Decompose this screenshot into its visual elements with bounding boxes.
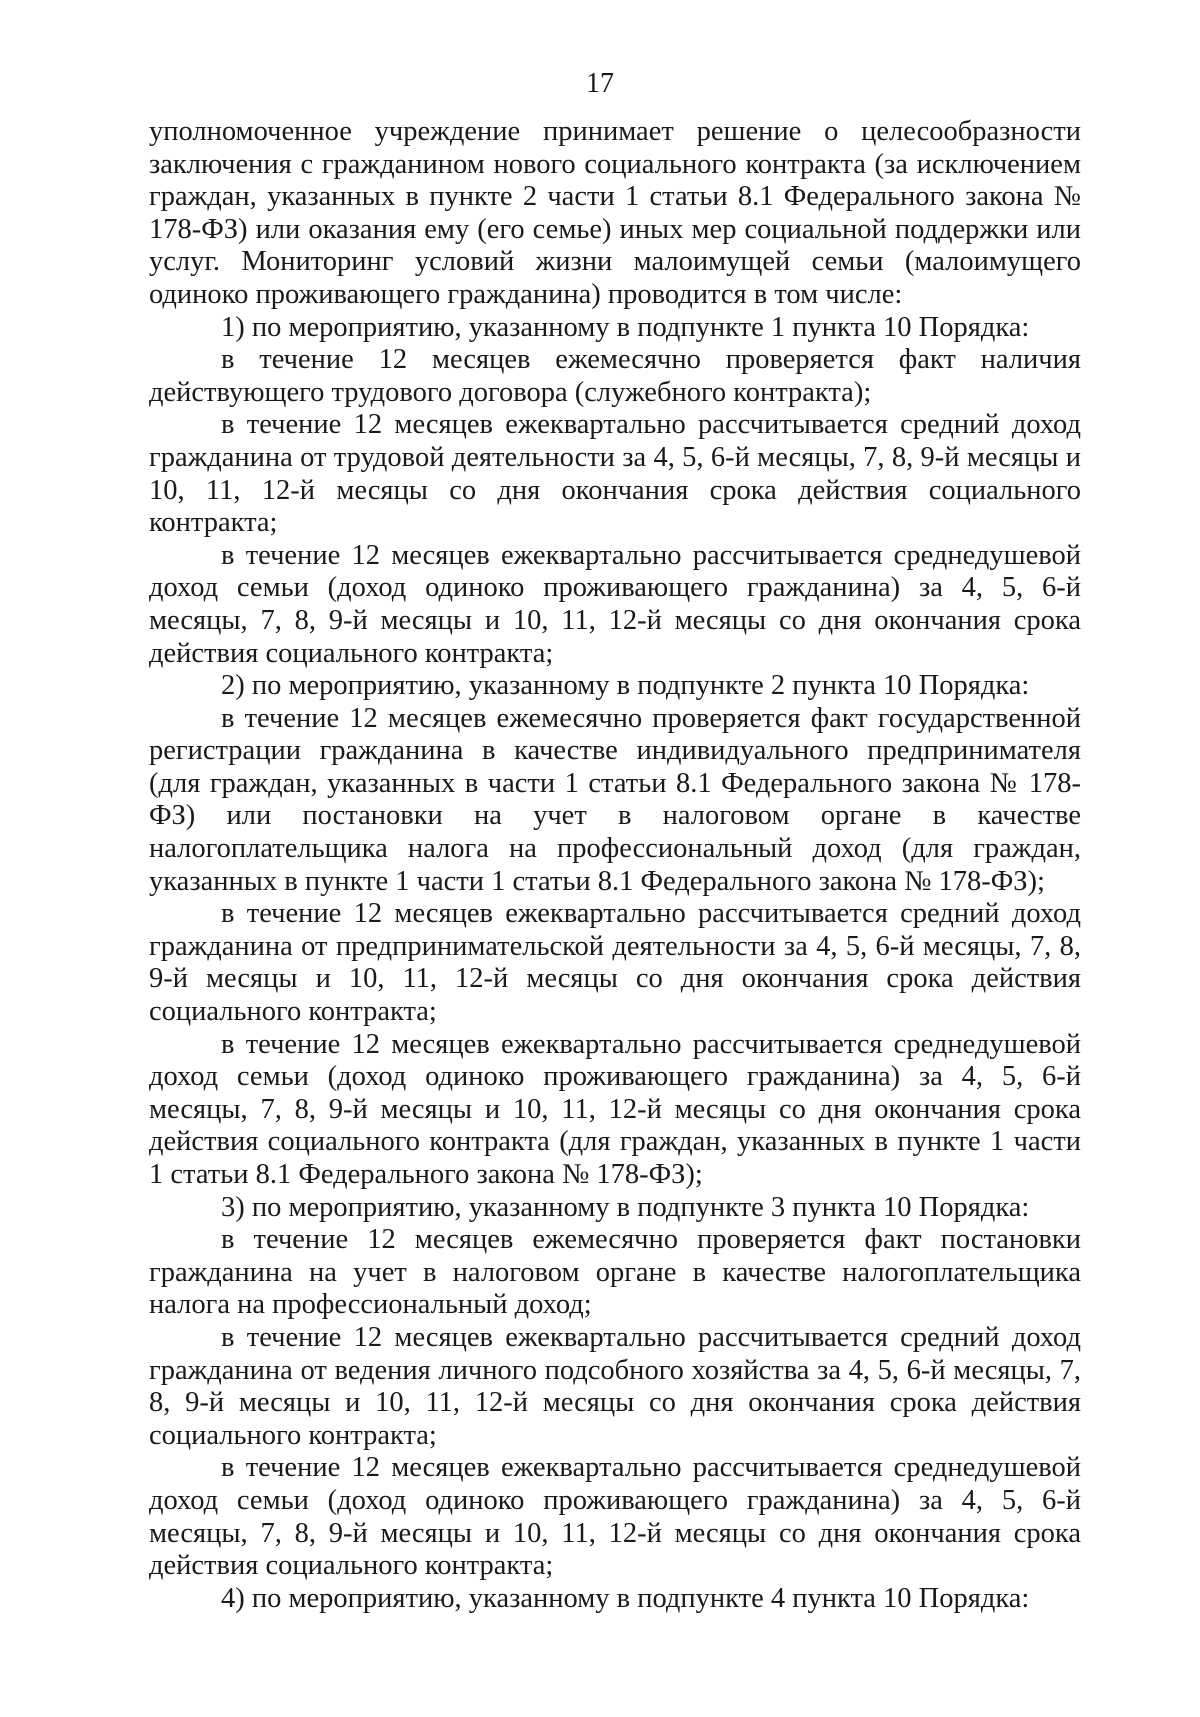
paragraph: в течение 12 месяцев ежемесячно проверяется факт постановки гражданина на учет в налоговом органе в качестве налогоплательщика налога на профессиональный доход;	[149, 1224, 1081, 1321]
page-number: 17	[586, 68, 614, 99]
document-body	[149, 116, 1081, 1615]
paragraph: в течение 12 месяцев ежеквартально рассчитывается среднедушевой доход семьи (доход одиноко проживающего гражданина) за 4, 5, 6-й месяцы, 7, 8, 9-й месяцы и 10, 11, 12-й месяцы со дня окончания срока действия социального контракта;	[149, 539, 1081, 669]
paragraph: в течение 12 месяцев ежемесячно проверяется факт наличия действующего трудового договора (служебного контракта);	[149, 344, 1081, 408]
paragraph-continuation: уполномоченное учреждение принимает решение о целесообразности заключения с гражданином нового социального контракта (за исключением граждан, указанных в пункте 2 части 1 статьи 8.1 Федерального закона № 178-ФЗ) или оказания ему (его семье) иных мер социальной поддержки или услуг. Мониторинг условий жизни малоимущей семьи (малоимущего одиноко проживающего гражданина) проводится в том числе:	[149, 116, 1081, 310]
paragraph: в течение 12 месяцев ежеквартально рассчитывается средний доход гражданина от ведения личного подсобного хозяйства за 4, 5, 6-й месяцы, 7, 8, 9-й месяцы и 10, 11, 12-й месяцы со дня окончания срока действия социального контракта;	[149, 1321, 1081, 1451]
paragraph: в течение 12 месяцев ежеквартально рассчитывается среднедушевой доход семьи (доход одиноко проживающего гражданина) за 4, 5, 6-й месяцы, 7, 8, 9-й месяцы и 10, 11, 12-й месяцы со дня окончания срока действия социального контракта;	[149, 1452, 1081, 1582]
subsection-heading-2: 2) по мероприятию, указанному в подпункте 2 пункта 10 Порядка:	[221, 670, 1030, 702]
subsection-heading-1: 1) по мероприятию, указанному в подпункте 1 пункта 10 Порядка:	[221, 311, 1030, 343]
paragraph: в течение 12 месяцев ежеквартально рассчитывается средний доход гражданина от предпринимательской деятельности за 4, 5, 6-й месяцы, 7, 8, 9-й месяцы и 10, 11, 12-й месяцы со дня окончания срока действия социального контракта;	[149, 898, 1081, 1028]
subsection-heading-4: 4) по мероприятию, указанному в подпункте 4 пункта 10 Порядка:	[221, 1582, 1030, 1614]
paragraph: в течение 12 месяцев ежеквартально рассчитывается среднедушевой доход семьи (доход одиноко проживающего гражданина) за 4, 5, 6-й месяцы, 7, 8, 9-й месяцы и 10, 11, 12-й месяцы со дня окончания срока действия социального контракта (для граждан, указанных в пункте 1 части 1 статьи 8.1 Федерального закона № 178-ФЗ);	[149, 1028, 1081, 1190]
subsection-heading-3: 3) по мероприятию, указанному в подпункте 3 пункта 10 Порядка:	[221, 1191, 1030, 1223]
paragraph: в течение 12 месяцев ежеквартально рассчитывается средний доход гражданина от трудовой деятельности за 4, 5, 6-й месяцы, 7, 8, 9-й месяцы и 10, 11, 12-й месяцы со дня окончания срока действия социального контракта;	[149, 409, 1081, 539]
paragraph: в течение 12 месяцев ежемесячно проверяется факт государственной регистрации гражданина в качестве индивидуального предпринимателя (для граждан, указанных в части 1 статьи 8.1 Федерального закона № 178-ФЗ) или постановки на учет в налоговом органе в качестве налогоплательщика налога на профессиональный доход (для граждан, указанных в пункте 1 части 1 статьи 8.1 Федерального закона № 178-ФЗ);	[149, 702, 1081, 897]
